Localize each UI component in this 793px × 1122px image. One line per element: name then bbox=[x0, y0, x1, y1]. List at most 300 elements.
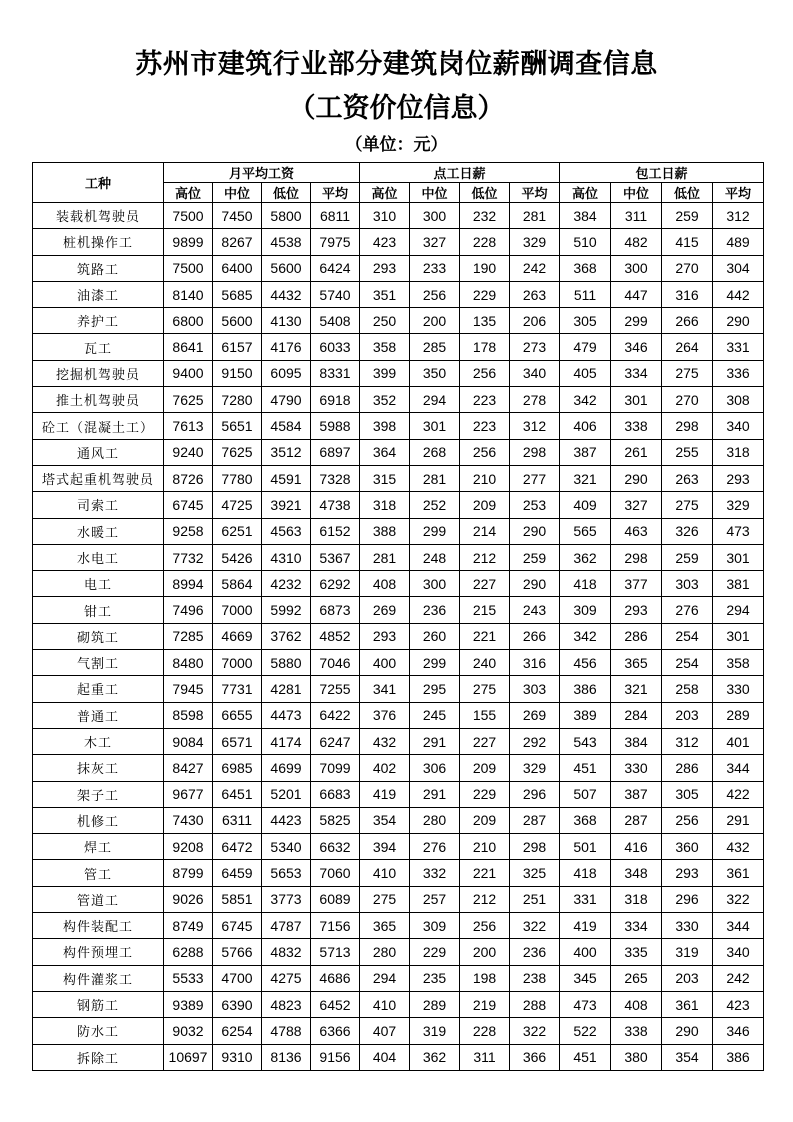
value-cell: 8331 bbox=[311, 360, 360, 386]
value-cell: 227 bbox=[460, 728, 510, 754]
value-cell: 340 bbox=[713, 413, 764, 439]
value-cell: 9310 bbox=[213, 1044, 262, 1070]
value-cell: 9899 bbox=[164, 229, 213, 255]
value-cell: 290 bbox=[510, 518, 560, 544]
value-cell: 253 bbox=[510, 492, 560, 518]
unit-label: （单位：元） bbox=[345, 135, 448, 155]
value-cell: 212 bbox=[460, 886, 510, 912]
job-type-cell: 机修工 bbox=[33, 807, 164, 833]
value-cell: 303 bbox=[662, 571, 713, 597]
job-type-cell: 构件装配工 bbox=[33, 913, 164, 939]
value-cell: 6400 bbox=[213, 255, 262, 281]
value-cell: 7000 bbox=[213, 597, 262, 623]
value-cell: 340 bbox=[510, 360, 560, 386]
value-cell: 281 bbox=[410, 465, 460, 491]
value-cell: 280 bbox=[360, 939, 410, 965]
value-cell: 301 bbox=[713, 544, 764, 570]
value-cell: 228 bbox=[460, 1018, 510, 1044]
sub-header-low: 低位 bbox=[662, 183, 713, 203]
value-cell: 7732 bbox=[164, 544, 213, 570]
value-cell: 322 bbox=[510, 1018, 560, 1044]
value-cell: 270 bbox=[662, 387, 713, 413]
job-type-cell: 油漆工 bbox=[33, 281, 164, 307]
value-cell: 325 bbox=[510, 860, 560, 886]
job-type-cell: 拆除工 bbox=[33, 1044, 164, 1070]
value-cell: 269 bbox=[360, 597, 410, 623]
value-cell: 358 bbox=[713, 650, 764, 676]
value-cell: 5367 bbox=[311, 544, 360, 570]
value-cell: 254 bbox=[662, 650, 713, 676]
value-cell: 401 bbox=[713, 728, 764, 754]
table-row bbox=[33, 387, 764, 413]
value-cell: 200 bbox=[460, 939, 510, 965]
value-cell: 7500 bbox=[164, 255, 213, 281]
value-cell: 281 bbox=[360, 544, 410, 570]
value-cell: 9208 bbox=[164, 834, 213, 860]
value-cell: 300 bbox=[410, 203, 460, 229]
value-cell: 280 bbox=[410, 807, 460, 833]
value-cell: 8598 bbox=[164, 702, 213, 728]
value-cell: 242 bbox=[713, 965, 764, 991]
job-type-cell: 构件预埋工 bbox=[33, 939, 164, 965]
value-cell: 442 bbox=[713, 281, 764, 307]
value-cell: 155 bbox=[460, 702, 510, 728]
value-cell: 263 bbox=[662, 465, 713, 491]
value-cell: 6152 bbox=[311, 518, 360, 544]
value-cell: 229 bbox=[410, 939, 460, 965]
value-cell: 329 bbox=[713, 492, 764, 518]
value-cell: 235 bbox=[410, 965, 460, 991]
value-cell: 326 bbox=[662, 518, 713, 544]
value-cell: 9389 bbox=[164, 991, 213, 1017]
value-cell: 344 bbox=[713, 913, 764, 939]
value-cell: 312 bbox=[510, 413, 560, 439]
value-cell: 294 bbox=[713, 597, 764, 623]
value-cell: 4699 bbox=[262, 755, 311, 781]
sub-header-high: 高位 bbox=[360, 183, 410, 203]
value-cell: 300 bbox=[410, 571, 460, 597]
value-cell: 277 bbox=[510, 465, 560, 491]
sub-header-high: 高位 bbox=[164, 183, 213, 203]
value-cell: 290 bbox=[662, 1018, 713, 1044]
table-row bbox=[33, 492, 764, 518]
value-cell: 380 bbox=[611, 1044, 662, 1070]
value-cell: 293 bbox=[611, 597, 662, 623]
value-cell: 310 bbox=[360, 203, 410, 229]
value-cell: 368 bbox=[560, 255, 611, 281]
value-cell: 214 bbox=[460, 518, 510, 544]
value-cell: 387 bbox=[611, 781, 662, 807]
job-type-cell: 构件灌浆工 bbox=[33, 965, 164, 991]
table-row bbox=[33, 439, 764, 465]
table-row bbox=[33, 755, 764, 781]
value-cell: 351 bbox=[360, 281, 410, 307]
value-cell: 7000 bbox=[213, 650, 262, 676]
value-cell: 287 bbox=[611, 807, 662, 833]
value-cell: 5864 bbox=[213, 571, 262, 597]
value-cell: 7625 bbox=[164, 387, 213, 413]
contract-day-wage-header: 包工日薪 bbox=[560, 163, 764, 183]
job-type-cell: 桩机操作工 bbox=[33, 229, 164, 255]
value-cell: 296 bbox=[662, 886, 713, 912]
value-cell: 8799 bbox=[164, 860, 213, 886]
sub-header-avg: 平均 bbox=[311, 183, 360, 203]
value-cell: 5651 bbox=[213, 413, 262, 439]
value-cell: 5533 bbox=[164, 965, 213, 991]
value-cell: 335 bbox=[611, 939, 662, 965]
value-cell: 398 bbox=[360, 413, 410, 439]
job-type-cell: 筑路工 bbox=[33, 255, 164, 281]
value-cell: 331 bbox=[713, 334, 764, 360]
value-cell: 290 bbox=[713, 308, 764, 334]
value-cell: 6745 bbox=[164, 492, 213, 518]
value-cell: 293 bbox=[713, 465, 764, 491]
value-cell: 8994 bbox=[164, 571, 213, 597]
value-cell: 7099 bbox=[311, 755, 360, 781]
table-row bbox=[33, 886, 764, 912]
job-type-cell: 架子工 bbox=[33, 781, 164, 807]
value-cell: 5766 bbox=[213, 939, 262, 965]
table-row bbox=[33, 781, 764, 807]
value-cell: 5600 bbox=[213, 308, 262, 334]
value-cell: 473 bbox=[713, 518, 764, 544]
value-cell: 4174 bbox=[262, 728, 311, 754]
value-cell: 331 bbox=[560, 886, 611, 912]
value-cell: 6873 bbox=[311, 597, 360, 623]
value-cell: 6800 bbox=[164, 308, 213, 334]
value-cell: 9150 bbox=[213, 360, 262, 386]
value-cell: 5408 bbox=[311, 308, 360, 334]
value-cell: 4725 bbox=[213, 492, 262, 518]
value-cell: 400 bbox=[360, 650, 410, 676]
table-row bbox=[33, 571, 764, 597]
value-cell: 294 bbox=[410, 387, 460, 413]
value-cell: 329 bbox=[510, 755, 560, 781]
value-cell: 4787 bbox=[262, 913, 311, 939]
value-cell: 270 bbox=[662, 255, 713, 281]
value-cell: 288 bbox=[510, 991, 560, 1017]
value-cell: 368 bbox=[560, 807, 611, 833]
value-cell: 419 bbox=[560, 913, 611, 939]
value-cell: 203 bbox=[662, 702, 713, 728]
value-cell: 8641 bbox=[164, 334, 213, 360]
value-cell: 361 bbox=[713, 860, 764, 886]
value-cell: 4584 bbox=[262, 413, 311, 439]
value-cell: 432 bbox=[713, 834, 764, 860]
value-cell: 361 bbox=[662, 991, 713, 1017]
table-row bbox=[33, 334, 764, 360]
value-cell: 342 bbox=[560, 387, 611, 413]
value-cell: 293 bbox=[360, 255, 410, 281]
sub-header-avg: 平均 bbox=[713, 183, 764, 203]
value-cell: 296 bbox=[510, 781, 560, 807]
value-cell: 276 bbox=[410, 834, 460, 860]
value-cell: 408 bbox=[360, 571, 410, 597]
value-cell: 364 bbox=[360, 439, 410, 465]
value-cell: 209 bbox=[460, 492, 510, 518]
value-cell: 6918 bbox=[311, 387, 360, 413]
value-cell: 228 bbox=[460, 229, 510, 255]
value-cell: 7945 bbox=[164, 676, 213, 702]
value-cell: 384 bbox=[611, 728, 662, 754]
value-cell: 3762 bbox=[262, 623, 311, 649]
value-cell: 256 bbox=[662, 807, 713, 833]
value-cell: 256 bbox=[460, 360, 510, 386]
value-cell: 346 bbox=[611, 334, 662, 360]
value-cell: 479 bbox=[560, 334, 611, 360]
value-cell: 334 bbox=[611, 913, 662, 939]
value-cell: 6452 bbox=[311, 991, 360, 1017]
value-cell: 327 bbox=[611, 492, 662, 518]
table-row bbox=[33, 281, 764, 307]
value-cell: 4790 bbox=[262, 387, 311, 413]
value-cell: 259 bbox=[662, 544, 713, 570]
value-cell: 256 bbox=[460, 913, 510, 939]
value-cell: 309 bbox=[410, 913, 460, 939]
value-cell: 7060 bbox=[311, 860, 360, 886]
value-cell: 6632 bbox=[311, 834, 360, 860]
value-cell: 295 bbox=[410, 676, 460, 702]
value-cell: 251 bbox=[510, 886, 560, 912]
value-cell: 388 bbox=[360, 518, 410, 544]
value-cell: 4310 bbox=[262, 544, 311, 570]
job-type-cell: 塔式起重机驾驶员 bbox=[33, 465, 164, 491]
table-row bbox=[33, 360, 764, 386]
value-cell: 6033 bbox=[311, 334, 360, 360]
value-cell: 6157 bbox=[213, 334, 262, 360]
job-type-cell: 普通工 bbox=[33, 702, 164, 728]
table-row bbox=[33, 807, 764, 833]
value-cell: 423 bbox=[360, 229, 410, 255]
value-cell: 6683 bbox=[311, 781, 360, 807]
value-cell: 304 bbox=[713, 255, 764, 281]
job-type-cell: 砌筑工 bbox=[33, 623, 164, 649]
value-cell: 423 bbox=[713, 991, 764, 1017]
value-cell: 5851 bbox=[213, 886, 262, 912]
value-cell: 293 bbox=[360, 623, 410, 649]
value-cell: 365 bbox=[360, 913, 410, 939]
value-cell: 4275 bbox=[262, 965, 311, 991]
table-row bbox=[33, 702, 764, 728]
value-cell: 5740 bbox=[311, 281, 360, 307]
value-cell: 352 bbox=[360, 387, 410, 413]
value-cell: 212 bbox=[460, 544, 510, 570]
value-cell: 7625 bbox=[213, 439, 262, 465]
value-cell: 316 bbox=[510, 650, 560, 676]
job-type-cell: 水电工 bbox=[33, 544, 164, 570]
value-cell: 298 bbox=[662, 413, 713, 439]
value-cell: 9156 bbox=[311, 1044, 360, 1070]
value-cell: 348 bbox=[611, 860, 662, 886]
value-cell: 252 bbox=[410, 492, 460, 518]
value-cell: 301 bbox=[611, 387, 662, 413]
value-cell: 198 bbox=[460, 965, 510, 991]
value-cell: 4473 bbox=[262, 702, 311, 728]
job-type-cell: 装载机驾驶员 bbox=[33, 203, 164, 229]
value-cell: 4823 bbox=[262, 991, 311, 1017]
value-cell: 5992 bbox=[262, 597, 311, 623]
value-cell: 7285 bbox=[164, 623, 213, 649]
value-cell: 6254 bbox=[213, 1018, 262, 1044]
value-cell: 248 bbox=[410, 544, 460, 570]
table-row bbox=[33, 834, 764, 860]
value-cell: 5201 bbox=[262, 781, 311, 807]
value-cell: 291 bbox=[713, 807, 764, 833]
value-cell: 389 bbox=[560, 702, 611, 728]
value-cell: 330 bbox=[611, 755, 662, 781]
value-cell: 259 bbox=[510, 544, 560, 570]
value-cell: 6571 bbox=[213, 728, 262, 754]
sub-header-high: 高位 bbox=[560, 183, 611, 203]
value-cell: 210 bbox=[460, 834, 510, 860]
value-cell: 316 bbox=[662, 281, 713, 307]
value-cell: 4423 bbox=[262, 807, 311, 833]
value-cell: 7731 bbox=[213, 676, 262, 702]
value-cell: 318 bbox=[713, 439, 764, 465]
value-cell: 360 bbox=[662, 834, 713, 860]
job-type-cell: 通风工 bbox=[33, 439, 164, 465]
value-cell: 4832 bbox=[262, 939, 311, 965]
value-cell: 6292 bbox=[311, 571, 360, 597]
value-cell: 266 bbox=[510, 623, 560, 649]
value-cell: 250 bbox=[360, 308, 410, 334]
value-cell: 254 bbox=[662, 623, 713, 649]
value-cell: 178 bbox=[460, 334, 510, 360]
table-row bbox=[33, 255, 764, 281]
value-cell: 6247 bbox=[311, 728, 360, 754]
value-cell: 4700 bbox=[213, 965, 262, 991]
value-cell: 345 bbox=[560, 965, 611, 991]
value-cell: 6897 bbox=[311, 439, 360, 465]
value-cell: 308 bbox=[713, 387, 764, 413]
value-cell: 243 bbox=[510, 597, 560, 623]
value-cell: 8427 bbox=[164, 755, 213, 781]
value-cell: 447 bbox=[611, 281, 662, 307]
value-cell: 257 bbox=[410, 886, 460, 912]
value-cell: 266 bbox=[662, 308, 713, 334]
value-cell: 135 bbox=[460, 308, 510, 334]
value-cell: 292 bbox=[510, 728, 560, 754]
value-cell: 4232 bbox=[262, 571, 311, 597]
value-cell: 318 bbox=[360, 492, 410, 518]
value-cell: 287 bbox=[510, 807, 560, 833]
value-cell: 418 bbox=[560, 571, 611, 597]
job-type-cell: 砼工（混凝土工） bbox=[33, 413, 164, 439]
value-cell: 5713 bbox=[311, 939, 360, 965]
value-cell: 6459 bbox=[213, 860, 262, 886]
value-cell: 543 bbox=[560, 728, 611, 754]
value-cell: 510 bbox=[560, 229, 611, 255]
value-cell: 400 bbox=[560, 939, 611, 965]
value-cell: 290 bbox=[510, 571, 560, 597]
value-cell: 346 bbox=[713, 1018, 764, 1044]
value-cell: 298 bbox=[510, 439, 560, 465]
value-cell: 299 bbox=[410, 518, 460, 544]
value-cell: 305 bbox=[662, 781, 713, 807]
value-cell: 332 bbox=[410, 860, 460, 886]
value-cell: 418 bbox=[560, 860, 611, 886]
value-cell: 511 bbox=[560, 281, 611, 307]
value-cell: 6745 bbox=[213, 913, 262, 939]
value-cell: 5800 bbox=[262, 203, 311, 229]
value-cell: 362 bbox=[410, 1044, 460, 1070]
value-cell: 5685 bbox=[213, 281, 262, 307]
table-row bbox=[33, 965, 764, 991]
value-cell: 227 bbox=[460, 571, 510, 597]
value-cell: 6451 bbox=[213, 781, 262, 807]
table-row bbox=[33, 518, 764, 544]
job-type-cell: 抹灰工 bbox=[33, 755, 164, 781]
value-cell: 6422 bbox=[311, 702, 360, 728]
value-cell: 6095 bbox=[262, 360, 311, 386]
value-cell: 489 bbox=[713, 229, 764, 255]
value-cell: 301 bbox=[410, 413, 460, 439]
value-cell: 410 bbox=[360, 860, 410, 886]
value-cell: 9032 bbox=[164, 1018, 213, 1044]
value-cell: 8136 bbox=[262, 1044, 311, 1070]
table-row bbox=[33, 650, 764, 676]
value-cell: 275 bbox=[360, 886, 410, 912]
job-type-cell: 起重工 bbox=[33, 676, 164, 702]
job-type-cell: 司索工 bbox=[33, 492, 164, 518]
value-cell: 451 bbox=[560, 755, 611, 781]
value-cell: 275 bbox=[662, 360, 713, 386]
value-cell: 299 bbox=[611, 308, 662, 334]
value-cell: 5988 bbox=[311, 413, 360, 439]
page-title: 苏州市建筑行业部分建筑岗位薪酬调查信息 bbox=[135, 49, 658, 80]
job-type-cell: 管道工 bbox=[33, 886, 164, 912]
value-cell: 289 bbox=[713, 702, 764, 728]
sub-header-mid: 中位 bbox=[213, 183, 262, 203]
value-cell: 381 bbox=[713, 571, 764, 597]
table-row bbox=[33, 465, 764, 491]
value-cell: 7255 bbox=[311, 676, 360, 702]
value-cell: 4130 bbox=[262, 308, 311, 334]
value-cell: 242 bbox=[510, 255, 560, 281]
job-type-cell: 防水工 bbox=[33, 1018, 164, 1044]
value-cell: 6472 bbox=[213, 834, 262, 860]
value-cell: 312 bbox=[713, 203, 764, 229]
value-cell: 341 bbox=[360, 676, 410, 702]
job-type-cell: 电工 bbox=[33, 571, 164, 597]
value-cell: 293 bbox=[662, 860, 713, 886]
value-cell: 9240 bbox=[164, 439, 213, 465]
sub-header-low: 低位 bbox=[262, 183, 311, 203]
hourly-day-wage-header: 点工日薪 bbox=[360, 163, 560, 183]
value-cell: 8140 bbox=[164, 281, 213, 307]
value-cell: 273 bbox=[510, 334, 560, 360]
value-cell: 7156 bbox=[311, 913, 360, 939]
value-cell: 415 bbox=[662, 229, 713, 255]
value-cell: 255 bbox=[662, 439, 713, 465]
value-cell: 4281 bbox=[262, 676, 311, 702]
value-cell: 318 bbox=[611, 886, 662, 912]
value-cell: 223 bbox=[460, 413, 510, 439]
value-cell: 565 bbox=[560, 518, 611, 544]
value-cell: 260 bbox=[410, 623, 460, 649]
value-cell: 256 bbox=[410, 281, 460, 307]
value-cell: 404 bbox=[360, 1044, 410, 1070]
value-cell: 229 bbox=[460, 781, 510, 807]
value-cell: 268 bbox=[410, 439, 460, 465]
value-cell: 6366 bbox=[311, 1018, 360, 1044]
value-cell: 269 bbox=[510, 702, 560, 728]
value-cell: 259 bbox=[662, 203, 713, 229]
value-cell: 263 bbox=[510, 281, 560, 307]
value-cell: 275 bbox=[662, 492, 713, 518]
value-cell: 402 bbox=[360, 755, 410, 781]
value-cell: 4788 bbox=[262, 1018, 311, 1044]
